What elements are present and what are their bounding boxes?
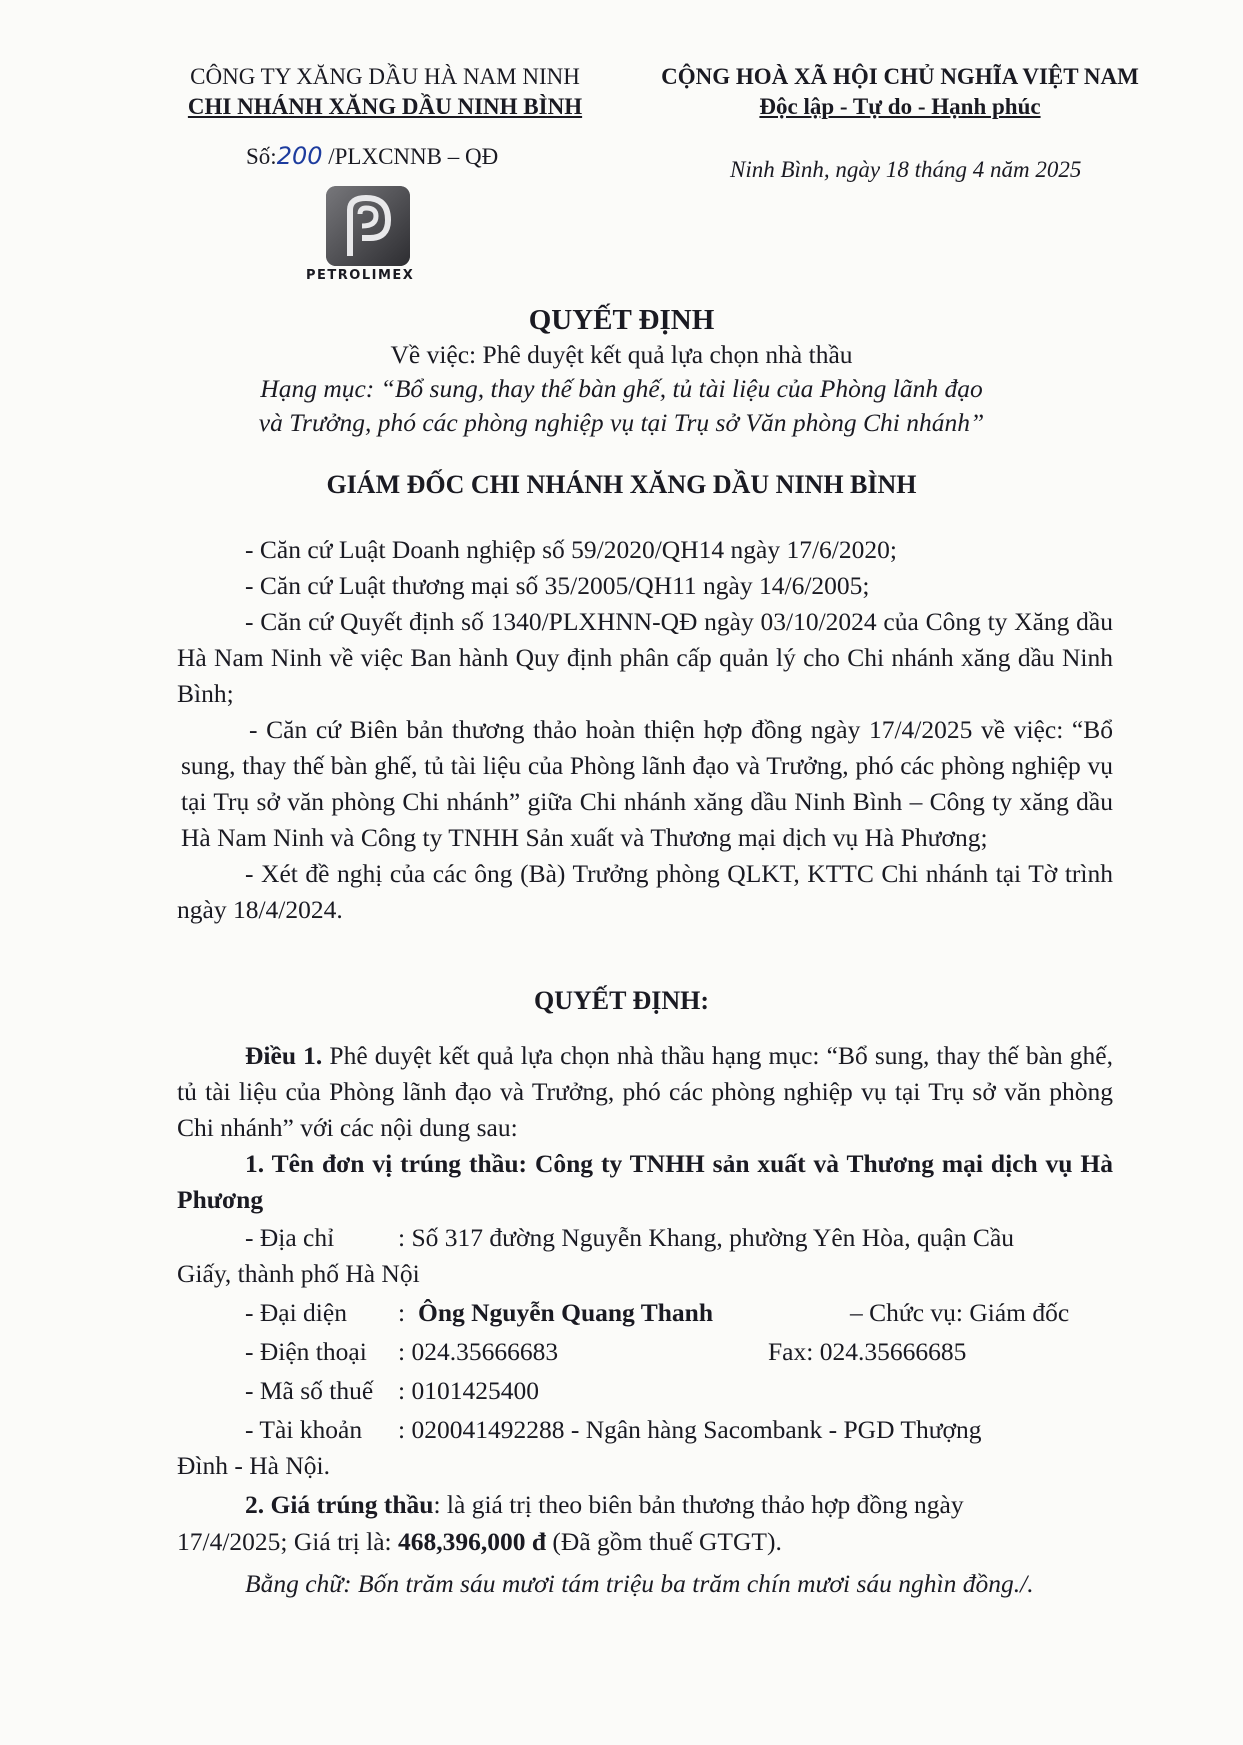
article-1 (177, 1038, 1113, 1218)
account-value: : 020041492288 - Ngân hàng Sacombank - PGD Thượng (398, 1415, 982, 1444)
issuer-block (150, 62, 620, 122)
account-label: - Tài khoản (245, 1415, 363, 1444)
fax-value: Fax: 024.35666685 (768, 1337, 967, 1366)
representative-label: - Đại diện (245, 1298, 347, 1327)
petrolimex-logo-icon (326, 186, 410, 266)
petrolimex-logo (326, 186, 410, 271)
subject-line: Về việc: Phê duyệt kết quả lựa chọn nhà thầu (390, 340, 853, 369)
tax-code-value: : 0101425400 (398, 1376, 539, 1405)
decision-heading: QUYẾT ĐỊNH: (533, 986, 710, 1015)
branch-name: CHI NHÁNH XĂNG DẦU NINH BÌNH (187, 94, 583, 119)
phone-value: : 024.35666683 (398, 1337, 559, 1366)
representative-position: – Chức vụ: Giám đốc (850, 1298, 1070, 1327)
phone-label: - Điện thoại (245, 1337, 367, 1366)
document-number: Số:200 /PLXCNNB – QĐ (246, 142, 499, 170)
company-name: CÔNG TY XĂNG DẦU HÀ NAM NINH (190, 64, 580, 89)
title-block (0, 302, 1243, 440)
price-amount: 468,396,000 đ (397, 1527, 547, 1556)
basis-4: - Căn cứ Biên bản thương thảo hoàn thiện hợp đồng ngày 17/4/2025 về việc: “Bổ sung, thay thế bàn ghế, tủ tài liệu của Phòng lãnh đạo và Trưởng, phó các phòng nghiệp vụ tại Trụ sở văn phòng Chi nhánh” giữa Chi nhánh xăng dầu Ninh Bình – Công ty xăng dầu Hà Nam Ninh và Công ty TNHH Sản xuất và Thương mại dịch vụ Hà Phương; (181, 715, 1113, 852)
representative-name: Ông Nguyễn Quang Thanh (418, 1298, 714, 1327)
article-1-label: Điều 1. (245, 1041, 323, 1070)
account-continued: Đình - Hà Nội. (177, 1451, 330, 1480)
address-continued: Giấy, thành phố Hà Nội (177, 1259, 420, 1288)
handwritten-number: 200 (276, 142, 323, 170)
tax-code-label: - Mã số thuế (245, 1376, 374, 1405)
republic-block (620, 62, 1180, 122)
motto: Độc lập - Tự do - Hạnh phúc (759, 94, 1041, 119)
decision-title: QUYẾT ĐỊNH (528, 304, 715, 336)
address-value: : Số 317 đường Nguyễn Khang, phường Yên Hòa, quận Cầu (398, 1223, 1015, 1252)
price-line-1: 2. Giá trúng thầu: là giá trị theo biên bản thương thảo hợp đồng ngày (245, 1490, 964, 1519)
basis-3: - Căn cứ Quyết định số 1340/PLXHNN-QĐ ngày 03/10/2024 của Công ty Xăng dầu Hà Nam Ninh về việc Ban hành Quy định phân cấp quản lý cho Chi nhánh xăng dầu Ninh Bình; (177, 607, 1113, 708)
article-1-text: Phê duyệt kết quả lựa chọn nhà thầu hạng mục: “Bổ sung, thay thế bàn ghế, tủ tài liệu của Phòng lãnh đạo và Trưởng, phó các phòng nghiệp vụ tại Trụ sở văn phòng Chi nhánh” với các nội dung sau: (177, 1041, 1114, 1142)
authority-line: GIÁM ĐỐC CHI NHÁNH XĂNG DẦU NINH BÌNH (326, 470, 917, 499)
price-label: 2. Giá trúng thầu (245, 1490, 434, 1519)
price-in-words: Bằng chữ: Bốn trăm sáu mươi tám triệu ba trăm chín mươi sáu nghìn đồng./. (245, 1569, 1034, 1598)
item-line-2: và Trưởng, phó các phòng nghiệp vụ tại Trụ sở Văn phòng Chi nhánh” (258, 408, 985, 437)
basis-1: - Căn cứ Luật Doanh nghiệp số 59/2020/QH14 ngày 17/6/2020; (245, 535, 897, 564)
representative-colon: : (398, 1298, 406, 1327)
item-line-1: Hạng mục: “Bổ sung, thay thế bàn ghế, tủ tài liệu của Phòng lãnh đạo (260, 374, 983, 403)
address-label: - Địa chỉ (245, 1223, 335, 1252)
legal-bases (177, 532, 1113, 928)
price-line-2: 17/4/2025; Giá trị là: 468,396,000 đ (Đã gồm thuế GTGT). (177, 1527, 782, 1556)
basis-5: - Xét đề nghị của các ông (Bà) Trưởng phòng QLKT, KTTC Chi nhánh tại Tờ trình ngày 18/4/2024. (177, 859, 1113, 924)
place-date: Ninh Bình, ngày 18 tháng 4 năm 2025 (730, 157, 1082, 182)
logo-text: PETROLIMEX (306, 268, 415, 283)
basis-2: - Căn cứ Luật thương mại số 35/2005/QH11 ngày 14/6/2005; (245, 571, 870, 600)
winner-heading: 1. Tên đơn vị trúng thầu: Công ty TNHH sản xuất và Thương mại dịch vụ Hà Phương (177, 1149, 1113, 1214)
republic-name: CỘNG HOÀ XÃ HỘI CHỦ NGHĨA VIỆT NAM (661, 64, 1139, 89)
